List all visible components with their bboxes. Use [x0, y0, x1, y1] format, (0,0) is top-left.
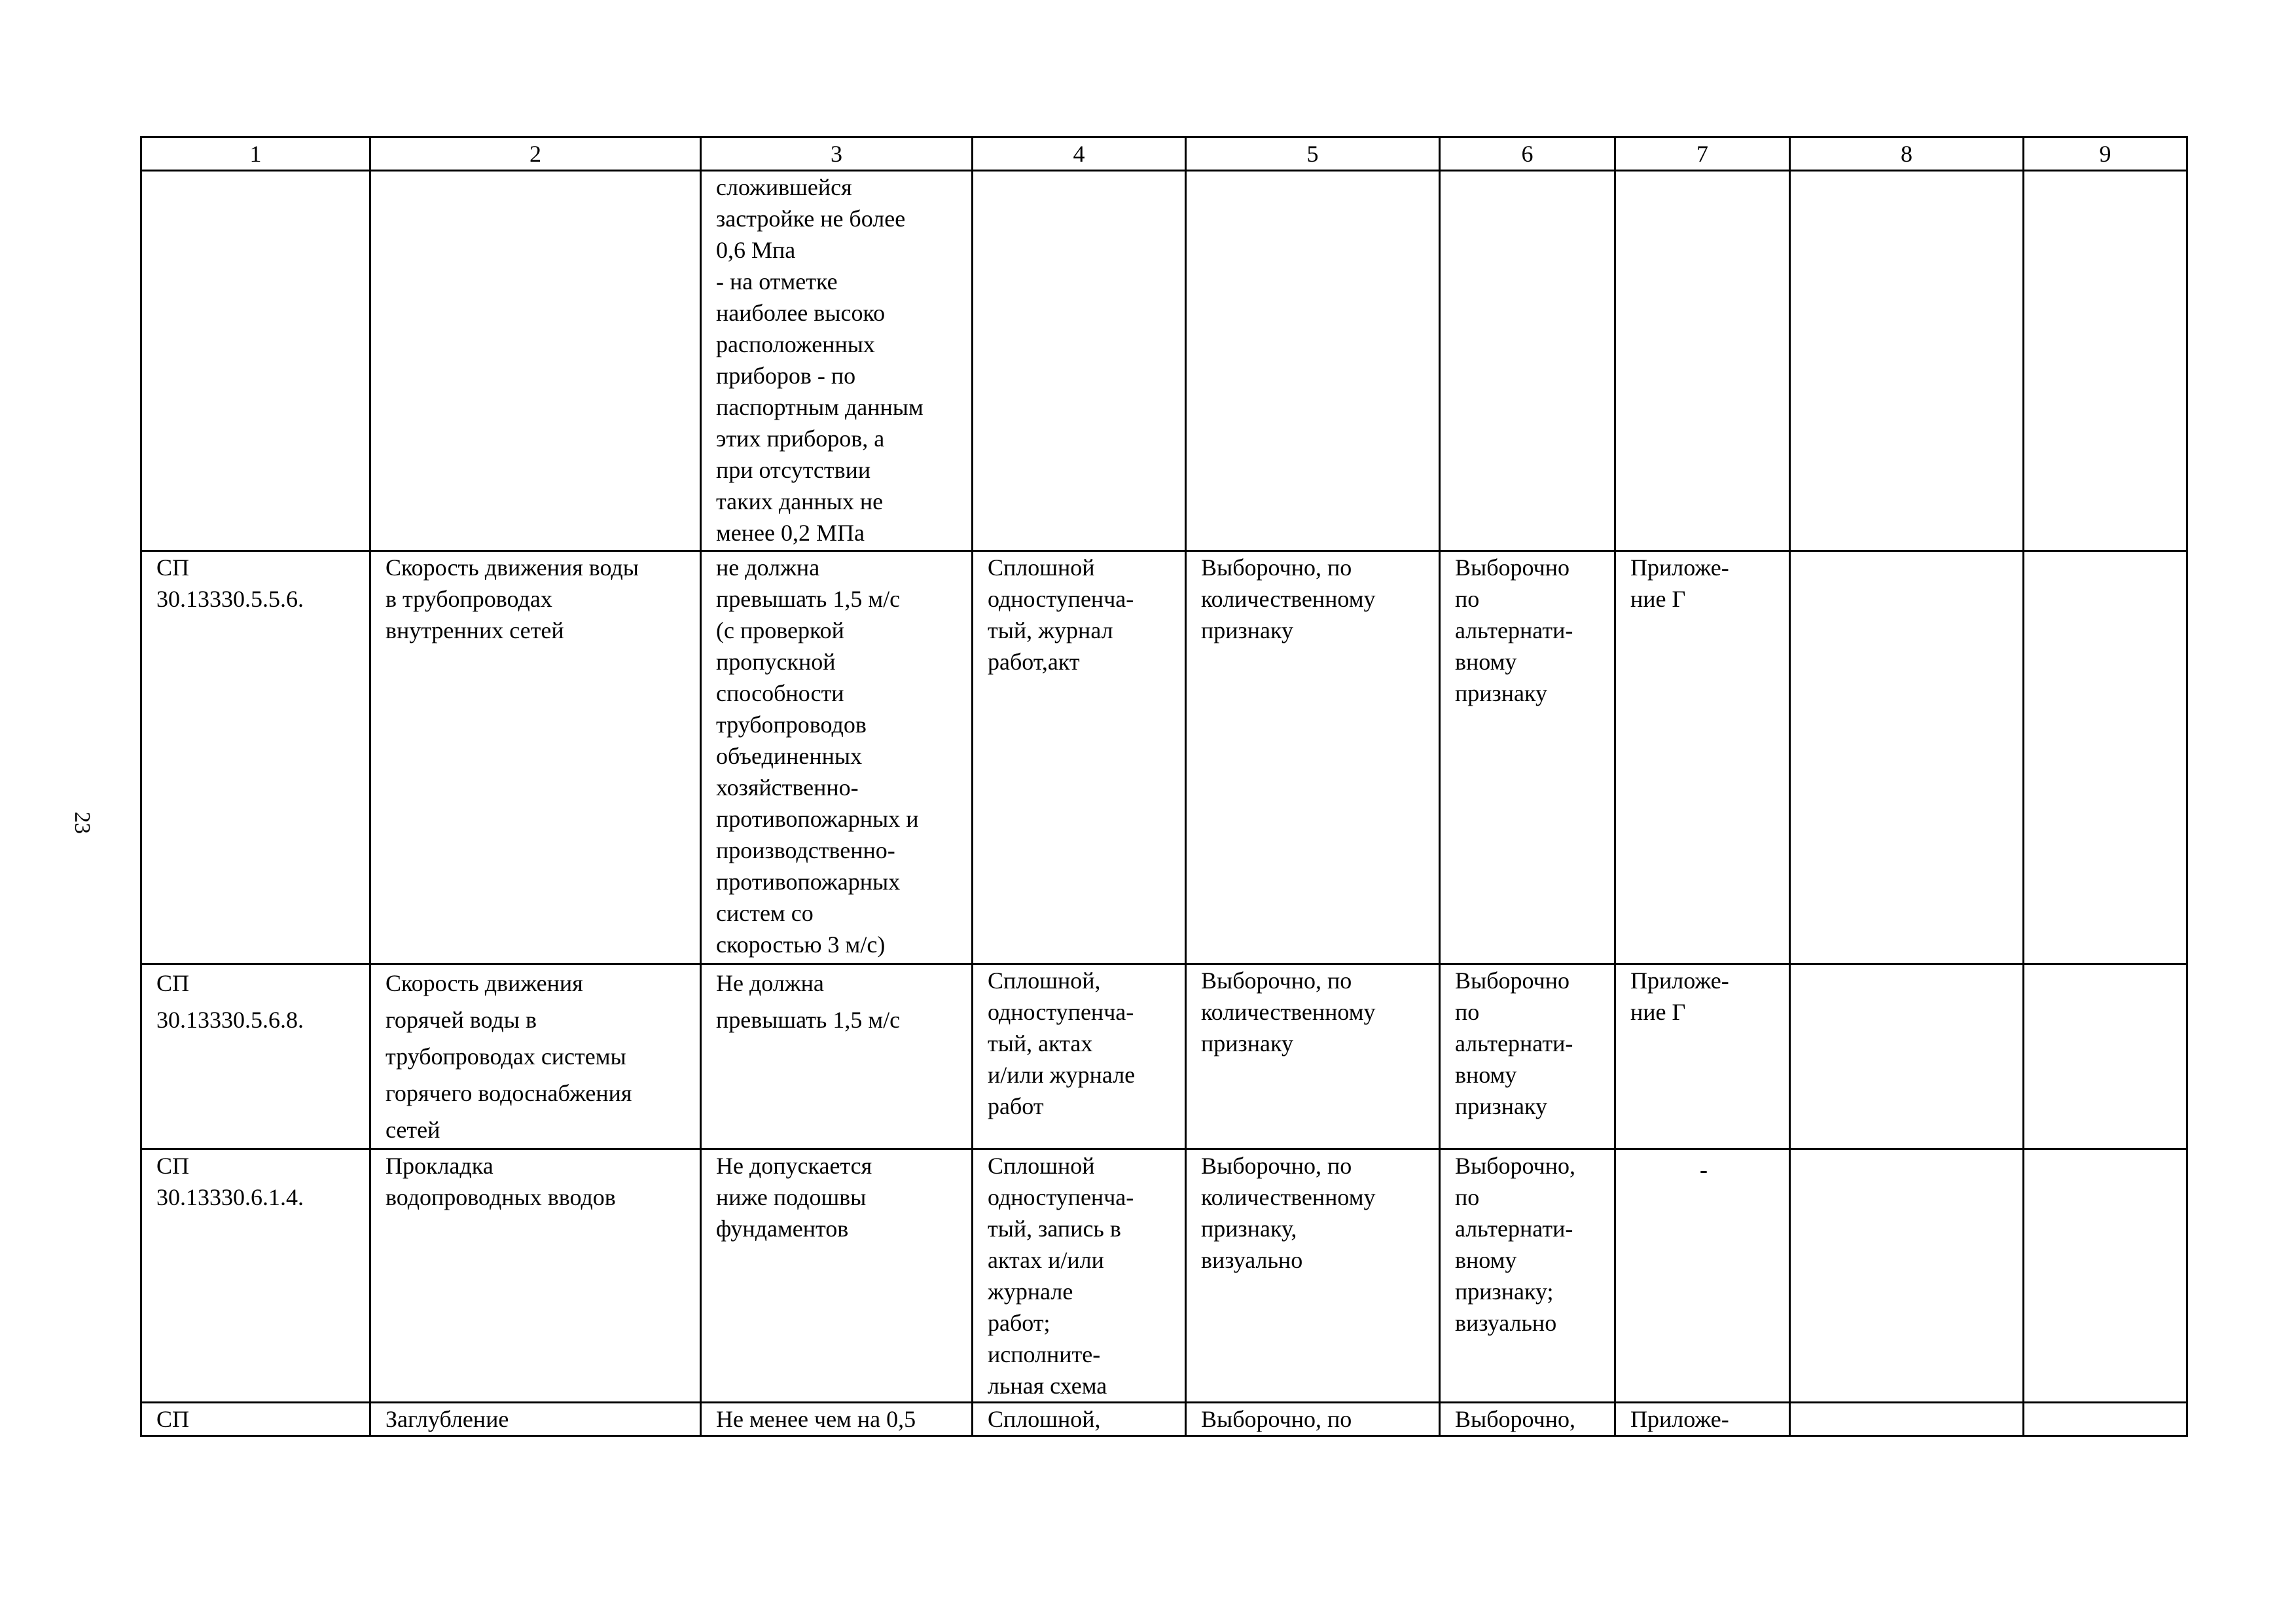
cell-text: Выборочно, — [1455, 1406, 1575, 1432]
cell-col-5 — [1186, 1403, 1440, 1436]
header-col-9: 9 — [2024, 137, 2187, 171]
cell-requirement — [701, 1149, 973, 1403]
cell-requirement — [701, 1403, 973, 1436]
cell-text: Приложе- ние Г — [1630, 967, 1729, 1025]
cell-norm-ref — [141, 1403, 370, 1436]
cell-parameter — [370, 964, 701, 1149]
cell-text: Выборочно по альтернати- вному признаку — [1455, 554, 1573, 706]
cell-parameter — [370, 551, 701, 964]
dash-mark: - — [1700, 1157, 1708, 1183]
cell-col-5 — [1186, 171, 1440, 551]
cell-col-9 — [2024, 171, 2187, 551]
cell-control-method — [973, 1149, 1186, 1403]
cell-col-8 — [1790, 1403, 2024, 1436]
cell-col-5 — [1186, 964, 1440, 1149]
cell-control-method — [973, 551, 1186, 964]
cell-requirement — [701, 964, 973, 1149]
cell-norm-ref — [141, 964, 370, 1149]
cell-text: Прокладка водопроводных вводов — [386, 1153, 616, 1210]
cell-text: сложившейся застройке не более 0,6 Мпа - на отметке наиболее высоко расположенных приборов - по паспортным данным этих приборов, а при отсутствии таких данных не менее 0,2 МПа — [716, 174, 924, 546]
cell-text: Заглубление — [386, 1406, 509, 1432]
table-row — [141, 171, 2187, 551]
header-col-1: 1 — [141, 137, 370, 171]
header-col-5: 5 — [1186, 137, 1440, 171]
cell-col-8 — [1790, 551, 2024, 964]
cell-text: Приложе- — [1630, 1406, 1729, 1432]
cell-text: Не допускается ниже подошвы фундаментов — [716, 1153, 872, 1242]
cell-text: Выборочно, по количественному признаку — [1201, 967, 1376, 1056]
cell-text: Не должна превышать 1,5 м/с — [716, 970, 901, 1033]
cell-text: Не менее чем на 0,5 — [716, 1406, 916, 1432]
cell-text: не должна превышать 1,5 м/с (с проверкой пропускной способности трубопроводов объединенных хозяйственно- противопожарных и производственно- противопожарных систем со скоростью 3 м/с) — [716, 554, 919, 958]
header-col-7: 7 — [1615, 137, 1790, 171]
cell-control-method — [973, 1403, 1186, 1436]
cell-col-7 — [1615, 964, 1790, 1149]
table-row — [141, 1403, 2187, 1436]
cell-control-method — [973, 171, 1186, 551]
cell-control-method — [973, 964, 1186, 1149]
table-row — [141, 1149, 2187, 1403]
cell-text: Сплошной одноступенча- тый, запись в актах и/или журнале работ; исполните- льная схема — [988, 1153, 1134, 1399]
cell-norm-ref — [141, 551, 370, 964]
cell-col-7 — [1615, 1403, 1790, 1436]
cell-col-8 — [1790, 1149, 2024, 1403]
cell-parameter — [370, 171, 701, 551]
header-col-3: 3 — [701, 137, 973, 171]
cell-col-6 — [1440, 1149, 1615, 1403]
cell-parameter — [370, 1403, 701, 1436]
cell-text: Выборочно, по количественному признаку — [1201, 554, 1376, 643]
header-col-8: 8 — [1790, 137, 2024, 171]
cell-col-5 — [1186, 551, 1440, 964]
cell-text: Выборочно, по альтернати- вному признаку; визуально — [1455, 1153, 1575, 1336]
page-number: 23 — [70, 812, 94, 834]
cell-text: Выборочно, по — [1201, 1406, 1352, 1432]
requirements-table — [140, 136, 2188, 1437]
cell-text: Сплошной, — [988, 1406, 1101, 1432]
cell-col-9 — [2024, 964, 2187, 1149]
cell-text: СП 30.13330.5.5.6. — [156, 554, 304, 612]
cell-col-8 — [1790, 171, 2024, 551]
cell-col-6 — [1440, 1403, 1615, 1436]
cell-text: Приложе- ние Г — [1630, 554, 1729, 612]
cell-text: Выборочно, по количественному признаку, визуально — [1201, 1153, 1376, 1273]
header-col-6: 6 — [1440, 137, 1615, 171]
cell-text: СП 30.13330.5.6.8. — [156, 970, 304, 1033]
cell-norm-ref — [141, 171, 370, 551]
cell-col-7 — [1615, 1149, 1790, 1403]
cell-text: Сплошной, одноступенча- тый, актах и/или журнале работ — [988, 967, 1136, 1119]
header-col-2: 2 — [370, 137, 701, 171]
cell-parameter — [370, 1149, 701, 1403]
cell-col-6 — [1440, 551, 1615, 964]
cell-text: Сплошной одноступенча- тый, журнал работ,акт — [988, 554, 1134, 675]
cell-text: СП 30.13330.6.1.4. — [156, 1153, 304, 1210]
cell-col-8 — [1790, 964, 2024, 1149]
cell-col-9 — [2024, 1403, 2187, 1436]
table-row — [141, 551, 2187, 964]
cell-col-7 — [1615, 171, 1790, 551]
cell-text: СП — [156, 1406, 190, 1432]
cell-col-5 — [1186, 1149, 1440, 1403]
cell-text: Выборочно по альтернати- вному признаку — [1455, 967, 1573, 1119]
cell-col-9 — [2024, 1149, 2187, 1403]
cell-col-9 — [2024, 551, 2187, 964]
table-row — [141, 964, 2187, 1149]
header-row — [141, 137, 2187, 171]
cell-text: Скорость движения воды в трубопроводах внутренних сетей — [386, 554, 639, 643]
cell-norm-ref — [141, 1149, 370, 1403]
cell-requirement — [701, 551, 973, 964]
header-col-4: 4 — [973, 137, 1186, 171]
cell-requirement — [701, 171, 973, 551]
cell-col-6 — [1440, 964, 1615, 1149]
cell-col-6 — [1440, 171, 1615, 551]
cell-col-7 — [1615, 551, 1790, 964]
cell-text: Скорость движения горячей воды в трубопроводах системы горячего водоснабжения сетей — [386, 970, 632, 1143]
